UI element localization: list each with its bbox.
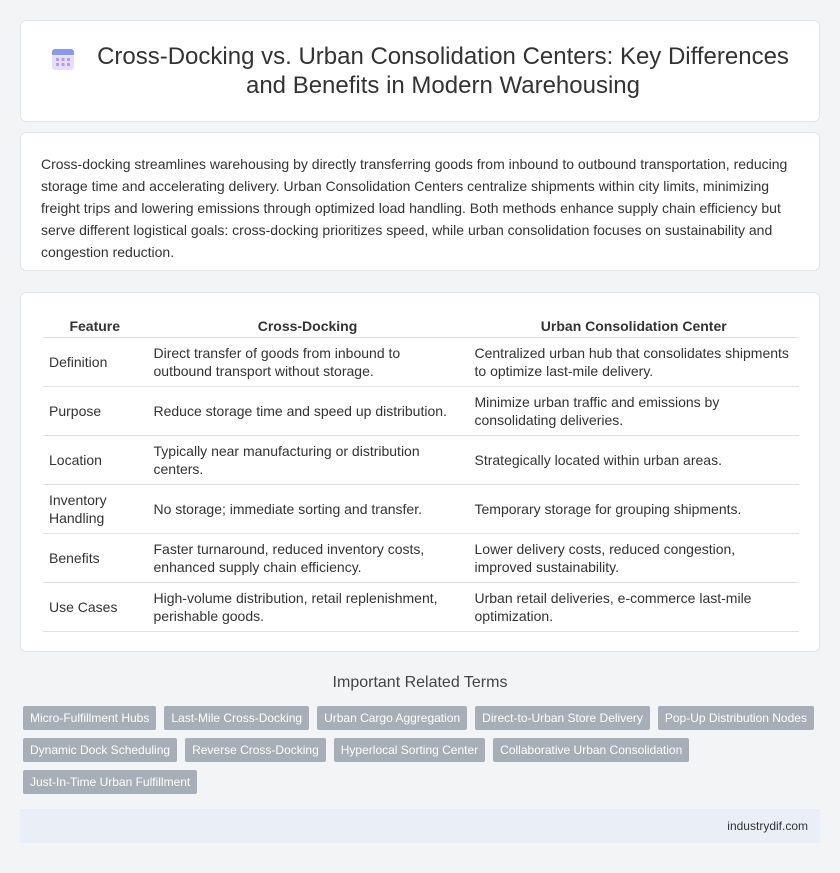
row-feature-cell: Inventory Handling: [43, 484, 147, 533]
row-feature-cell: Purpose: [43, 386, 147, 435]
urban-consolidation-cell: Lower delivery costs, reduced congestion, improved sustainability.: [468, 533, 799, 582]
header: [50, 42, 790, 100]
cross-docking-cell: High-volume distribution, retail replenishment, perishable goods.: [147, 582, 468, 631]
related-term-tag[interactable]: Urban Cargo Aggregation: [317, 706, 467, 730]
urban-consolidation-cell: Centralized urban hub that consolidates shipments to optimize last-mile delivery.: [468, 337, 799, 386]
related-term-tag[interactable]: Direct-to-Urban Store Delivery: [475, 706, 650, 730]
footer: [20, 809, 820, 843]
urban-consolidation-cell: Strategically located within urban areas.: [468, 435, 799, 484]
row-feature-cell: Location: [43, 435, 147, 484]
related-term-tag[interactable]: Dynamic Dock Scheduling: [23, 738, 177, 762]
row-feature-cell: Use Cases: [43, 582, 147, 631]
table-row: [43, 337, 799, 386]
related-term-tag[interactable]: Just-In-Time Urban Fulfillment: [23, 770, 197, 794]
intro-card: [20, 132, 820, 271]
calendar-icon: [50, 46, 76, 72]
table-row: [43, 533, 799, 582]
related-term-tag[interactable]: Hyperlocal Sorting Center: [334, 738, 485, 762]
cross-docking-cell: Direct transfer of goods from inbound to outbound transport without storage.: [147, 337, 468, 386]
table-row: [43, 435, 799, 484]
header-card: [20, 20, 820, 122]
related-terms-title: Important Related Terms: [332, 674, 508, 691]
cross-docking-cell: Typically near manufacturing or distribution centers.: [147, 435, 468, 484]
urban-consolidation-cell: Minimize urban traffic and emissions by consolidating deliveries.: [468, 386, 799, 435]
table-header-row: [43, 315, 799, 337]
related-term-tag[interactable]: Reverse Cross-Docking: [185, 738, 326, 762]
urban-consolidation-cell: Urban retail deliveries, e-commerce last-mile optimization.: [468, 582, 799, 631]
column-header-feature: Feature: [43, 315, 147, 337]
cross-docking-cell: Faster turnaround, reduced inventory costs, enhanced supply chain efficiency.: [147, 533, 468, 582]
page-title: Cross-Docking vs. Urban Consolidation Centers: Key Differences and Benefits in Modern Warehousing: [97, 43, 789, 99]
intro-paragraph: Cross-docking streamlines warehousing by directly transferring goods from inbound to outbound transportation, reducing storage time and accelerating delivery. Urban Consolidation Centers centralize shipments within city limits, minimizing freight trips and lowering emissions through optimized load handling. Both methods enhance supply chain efficiency but serve different logistical goals: cross-docking prioritizes speed, while urban consolidation focuses on sustainability and congestion reduction.: [41, 156, 788, 260]
cross-docking-cell: No storage; immediate sorting and transfer.: [147, 484, 468, 533]
footer-site-link[interactable]: industrydif.com: [727, 819, 808, 833]
related-term-tag[interactable]: Last-Mile Cross-Docking: [164, 706, 309, 730]
comparison-table: [43, 315, 799, 632]
related-term-tag[interactable]: Pop-Up Distribution Nodes: [658, 706, 814, 730]
table-row: [43, 484, 799, 533]
table-row: [43, 582, 799, 631]
urban-consolidation-cell: Temporary storage for grouping shipments.: [468, 484, 799, 533]
column-header-urban-consolidation: Urban Consolidation Center: [468, 315, 799, 337]
comparison-table-card: [20, 292, 820, 652]
related-term-tag[interactable]: Collaborative Urban Consolidation: [493, 738, 689, 762]
related-terms-list: [23, 706, 823, 802]
related-term-tag[interactable]: Micro-Fulfillment Hubs: [23, 706, 156, 730]
row-feature-cell: Benefits: [43, 533, 147, 582]
cross-docking-cell: Reduce storage time and speed up distribution.: [147, 386, 468, 435]
table-row: [43, 386, 799, 435]
row-feature-cell: Definition: [43, 337, 147, 386]
column-header-cross-docking: Cross-Docking: [147, 315, 468, 337]
